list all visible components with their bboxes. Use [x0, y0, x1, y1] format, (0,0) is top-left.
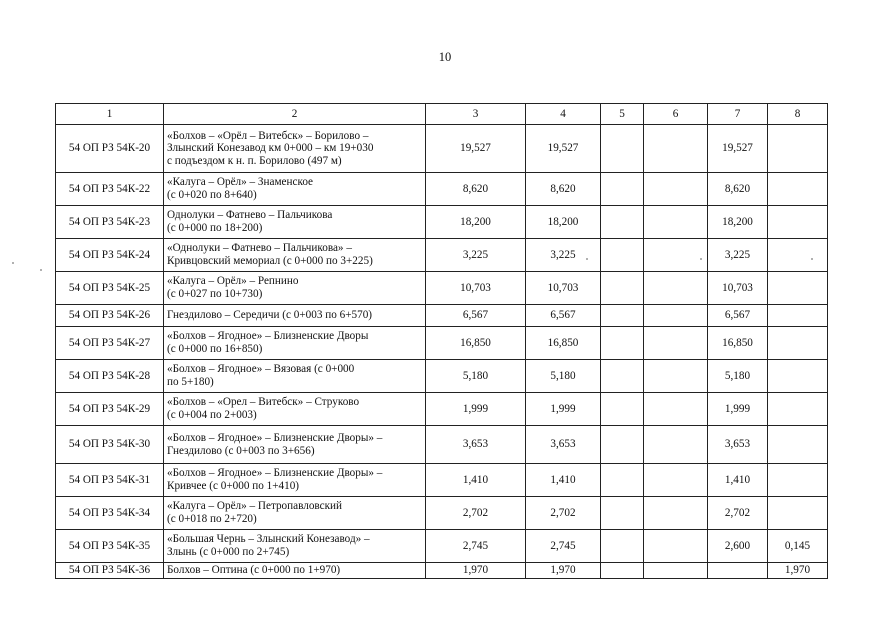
road-name-cell — [164, 327, 426, 360]
column-header: 3 — [426, 104, 526, 125]
value-cell-c8 — [768, 393, 828, 426]
road-name-line: Кривцовский мемориал (с 0+000 по 3+225) — [167, 255, 373, 267]
value-cell-c5 — [601, 426, 644, 464]
value-cell-c3: 8,620 — [426, 173, 526, 206]
column-header: 8 — [768, 104, 828, 125]
value-cell-c5 — [601, 393, 644, 426]
road-name-cell — [164, 272, 426, 305]
table-row — [56, 327, 828, 360]
value-cell-c8 — [768, 497, 828, 530]
value-cell-c6 — [644, 497, 708, 530]
road-name-line: Гнездилово (с 0+003 по 3+656) — [167, 444, 315, 457]
value-cell-c7: 19,527 — [708, 125, 768, 173]
value-cell-c4: 2,745 — [526, 530, 601, 563]
road-code-cell: 54 ОП РЗ 54К-34 — [56, 497, 164, 530]
table-row — [56, 563, 828, 579]
value-cell-c7: 3,653 — [708, 426, 768, 464]
value-cell-c6 — [644, 239, 708, 272]
road-name-line: «Болхов – Ягодное» – Вязовая (с 0+000 — [167, 363, 355, 376]
value-cell-c4: 16,850 — [526, 327, 601, 360]
value-cell-c4: 6,567 — [526, 305, 601, 327]
road-code-cell: 54 ОП РЗ 54К-25 — [56, 272, 164, 305]
value-cell-c5 — [601, 305, 644, 327]
road-name-line: «Болхов – «Орёл – Витебск» – Борилово – — [167, 129, 369, 142]
value-cell-c5 — [601, 327, 644, 360]
road-code-cell: 54 ОП РЗ 54К-30 — [56, 426, 164, 464]
column-header: 7 — [708, 104, 768, 125]
table-row — [56, 393, 828, 426]
road-name-line: «Калуга – Орёл» – Петропавловский — [167, 500, 343, 513]
value-cell-c6 — [644, 530, 708, 563]
scan-speck — [40, 269, 42, 271]
value-cell-c4: 1,970 — [526, 563, 601, 579]
value-cell-c3: 1,410 — [426, 464, 526, 497]
value-cell-c4: 10,703 — [526, 272, 601, 305]
value-cell-c8 — [768, 206, 828, 239]
road-code-cell: 54 ОП РЗ 54К-22 — [56, 173, 164, 206]
value-cell-c5 — [601, 173, 644, 206]
road-name-line: «Калуга – Орёл» – Репнино — [167, 275, 299, 288]
scan-speck — [811, 258, 813, 260]
road-name-line: (с 0+000 по 18+200) — [167, 222, 263, 234]
value-cell-c3: 3,653 — [426, 426, 526, 464]
road-name-line: Злынь (с 0+000 по 2+745) — [167, 546, 290, 558]
column-header: 1 — [56, 104, 164, 125]
value-cell-c5 — [601, 563, 644, 579]
value-cell-c7: 2,600 — [708, 530, 768, 563]
value-cell-c7: 6,567 — [708, 305, 768, 327]
value-cell-c6 — [644, 360, 708, 393]
scan-speck — [586, 258, 588, 260]
value-cell-c8 — [768, 360, 828, 393]
value-cell-c8 — [768, 305, 828, 327]
value-cell-c7: 5,180 — [708, 360, 768, 393]
value-cell-c7: 2,702 — [708, 497, 768, 530]
value-cell-c4: 2,702 — [526, 497, 601, 530]
table-row — [56, 426, 828, 464]
value-cell-c7: 3,225 — [708, 239, 768, 272]
road-code-cell: 54 ОП РЗ 54К-26 — [56, 305, 164, 327]
road-code-cell: 54 ОП РЗ 54К-27 — [56, 327, 164, 360]
road-code-cell: 54 ОП РЗ 54К-31 — [56, 464, 164, 497]
table-row — [56, 497, 828, 530]
road-name-line: Однолуки – Фатнево – Пальчикова — [167, 209, 333, 222]
road-name-cell — [164, 305, 426, 327]
value-cell-c8: 0,145 — [768, 530, 828, 563]
value-cell-c8 — [768, 464, 828, 497]
table-row — [56, 360, 828, 393]
value-cell-c7 — [708, 563, 768, 579]
value-cell-c4: 19,527 — [526, 125, 601, 173]
value-cell-c5 — [601, 125, 644, 173]
value-cell-c3: 1,999 — [426, 393, 526, 426]
value-cell-c7: 18,200 — [708, 206, 768, 239]
value-cell-c6 — [644, 464, 708, 497]
road-name-line: Кривчее (с 0+000 по 1+410) — [167, 480, 300, 492]
road-name-line: «Болхов – Ягодное» – Близненские Дворы — [167, 330, 369, 343]
value-cell-c5 — [601, 206, 644, 239]
value-cell-c8 — [768, 125, 828, 173]
value-cell-c7: 10,703 — [708, 272, 768, 305]
value-cell-c5 — [601, 360, 644, 393]
table-row — [56, 530, 828, 563]
table-row — [56, 305, 828, 327]
value-cell-c8 — [768, 272, 828, 305]
column-header: 5 — [601, 104, 644, 125]
value-cell-c3: 2,745 — [426, 530, 526, 563]
value-cell-c5 — [601, 272, 644, 305]
value-cell-c4: 18,200 — [526, 206, 601, 239]
road-code-cell: 54 ОП РЗ 54К-35 — [56, 530, 164, 563]
value-cell-c6 — [644, 206, 708, 239]
roads-table — [55, 103, 828, 579]
road-name-cell — [164, 206, 426, 239]
road-code-cell: 54 ОП РЗ 54К-24 — [56, 239, 164, 272]
column-header: 6 — [644, 104, 708, 125]
road-name-cell — [164, 426, 426, 464]
road-name-line: «Болхов – Ягодное» – Близненские Дворы» – — [167, 467, 383, 480]
table-header-row — [56, 104, 828, 125]
value-cell-c8 — [768, 327, 828, 360]
value-cell-c4: 1,999 — [526, 393, 601, 426]
road-name-line: (с 0+004 по 2+003) — [167, 409, 257, 421]
value-cell-c5 — [601, 530, 644, 563]
road-name-line: «Большая Чернь – Злынский Конезавод» – — [167, 533, 370, 546]
scan-speck — [700, 258, 702, 260]
value-cell-c8: 1,970 — [768, 563, 828, 579]
value-cell-c4: 3,653 — [526, 426, 601, 464]
road-name-line: (с 0+027 по 10+730) — [167, 288, 263, 300]
column-header: 2 — [164, 104, 426, 125]
value-cell-c6 — [644, 327, 708, 360]
value-cell-c7: 1,999 — [708, 393, 768, 426]
scan-speck — [12, 262, 14, 264]
value-cell-c6 — [644, 563, 708, 579]
table-row — [56, 125, 828, 173]
road-name-cell — [164, 530, 426, 563]
road-name-cell — [164, 563, 426, 579]
value-cell-c3: 2,702 — [426, 497, 526, 530]
road-code-cell: 54 ОП РЗ 54К-20 — [56, 125, 164, 173]
road-name-cell — [164, 497, 426, 530]
road-name-line: Злынский Конезавод км 0+000 – км 19+030 — [167, 142, 374, 155]
value-cell-c3: 6,567 — [426, 305, 526, 327]
value-cell-c8 — [768, 426, 828, 464]
road-name-line: «Однолуки – Фатнево – Пальчикова» – — [167, 242, 352, 255]
road-name-cell — [164, 393, 426, 426]
value-cell-c5 — [601, 497, 644, 530]
road-code-cell: 54 ОП РЗ 54К-36 — [56, 563, 164, 579]
value-cell-c5 — [601, 239, 644, 272]
value-cell-c4: 5,180 — [526, 360, 601, 393]
value-cell-c6 — [644, 125, 708, 173]
value-cell-c6 — [644, 393, 708, 426]
value-cell-c3: 19,527 — [426, 125, 526, 173]
value-cell-c4: 3,225 — [526, 239, 601, 272]
road-name-line: (с 0+018 по 2+720) — [167, 513, 257, 525]
table-row — [56, 464, 828, 497]
road-name-cell — [164, 360, 426, 393]
column-header: 4 — [526, 104, 601, 125]
value-cell-c7: 16,850 — [708, 327, 768, 360]
value-cell-c8 — [768, 239, 828, 272]
value-cell-c3: 10,703 — [426, 272, 526, 305]
road-code-cell: 54 ОП РЗ 54К-29 — [56, 393, 164, 426]
table-row — [56, 173, 828, 206]
road-name-cell — [164, 239, 426, 272]
value-cell-c4: 8,620 — [526, 173, 601, 206]
table-row — [56, 206, 828, 239]
table-row — [56, 272, 828, 305]
road-name-line: «Калуга – Орёл» – Знаменское — [167, 176, 314, 189]
value-cell-c3: 1,970 — [426, 563, 526, 579]
road-name-line: «Болхов – «Орел – Витебск» – Струково — [167, 396, 360, 409]
road-code-cell: 54 ОП РЗ 54К-28 — [56, 360, 164, 393]
road-name-line: (с 0+000 по 16+850) — [167, 343, 263, 355]
value-cell-c6 — [644, 426, 708, 464]
road-name-cell — [164, 125, 426, 173]
road-name-cell — [164, 464, 426, 497]
road-name-line: Гнездилово – Середичи (с 0+003 по 6+570) — [167, 309, 373, 322]
road-code-cell: 54 ОП РЗ 54К-23 — [56, 206, 164, 239]
value-cell-c7: 1,410 — [708, 464, 768, 497]
value-cell-c3: 5,180 — [426, 360, 526, 393]
value-cell-c3: 18,200 — [426, 206, 526, 239]
value-cell-c3: 3,225 — [426, 239, 526, 272]
road-name-line: по 5+180) — [167, 376, 214, 388]
value-cell-c8 — [768, 173, 828, 206]
value-cell-c6 — [644, 272, 708, 305]
road-name-line: «Болхов – Ягодное» – Близненские Дворы» – — [167, 431, 383, 444]
value-cell-c5 — [601, 464, 644, 497]
value-cell-c3: 16,850 — [426, 327, 526, 360]
value-cell-c4: 1,410 — [526, 464, 601, 497]
value-cell-c7: 8,620 — [708, 173, 768, 206]
road-name-line: (с 0+020 по 8+640) — [167, 189, 257, 201]
value-cell-c6 — [644, 305, 708, 327]
value-cell-c6 — [644, 173, 708, 206]
road-name-line: Болхов – Оптина (с 0+000 по 1+970) — [167, 564, 341, 577]
road-name-cell — [164, 173, 426, 206]
page-number: 10 — [438, 50, 452, 64]
table-row — [56, 239, 828, 272]
road-name-line: с подъездом к н. п. Борилово (497 м) — [167, 154, 342, 167]
